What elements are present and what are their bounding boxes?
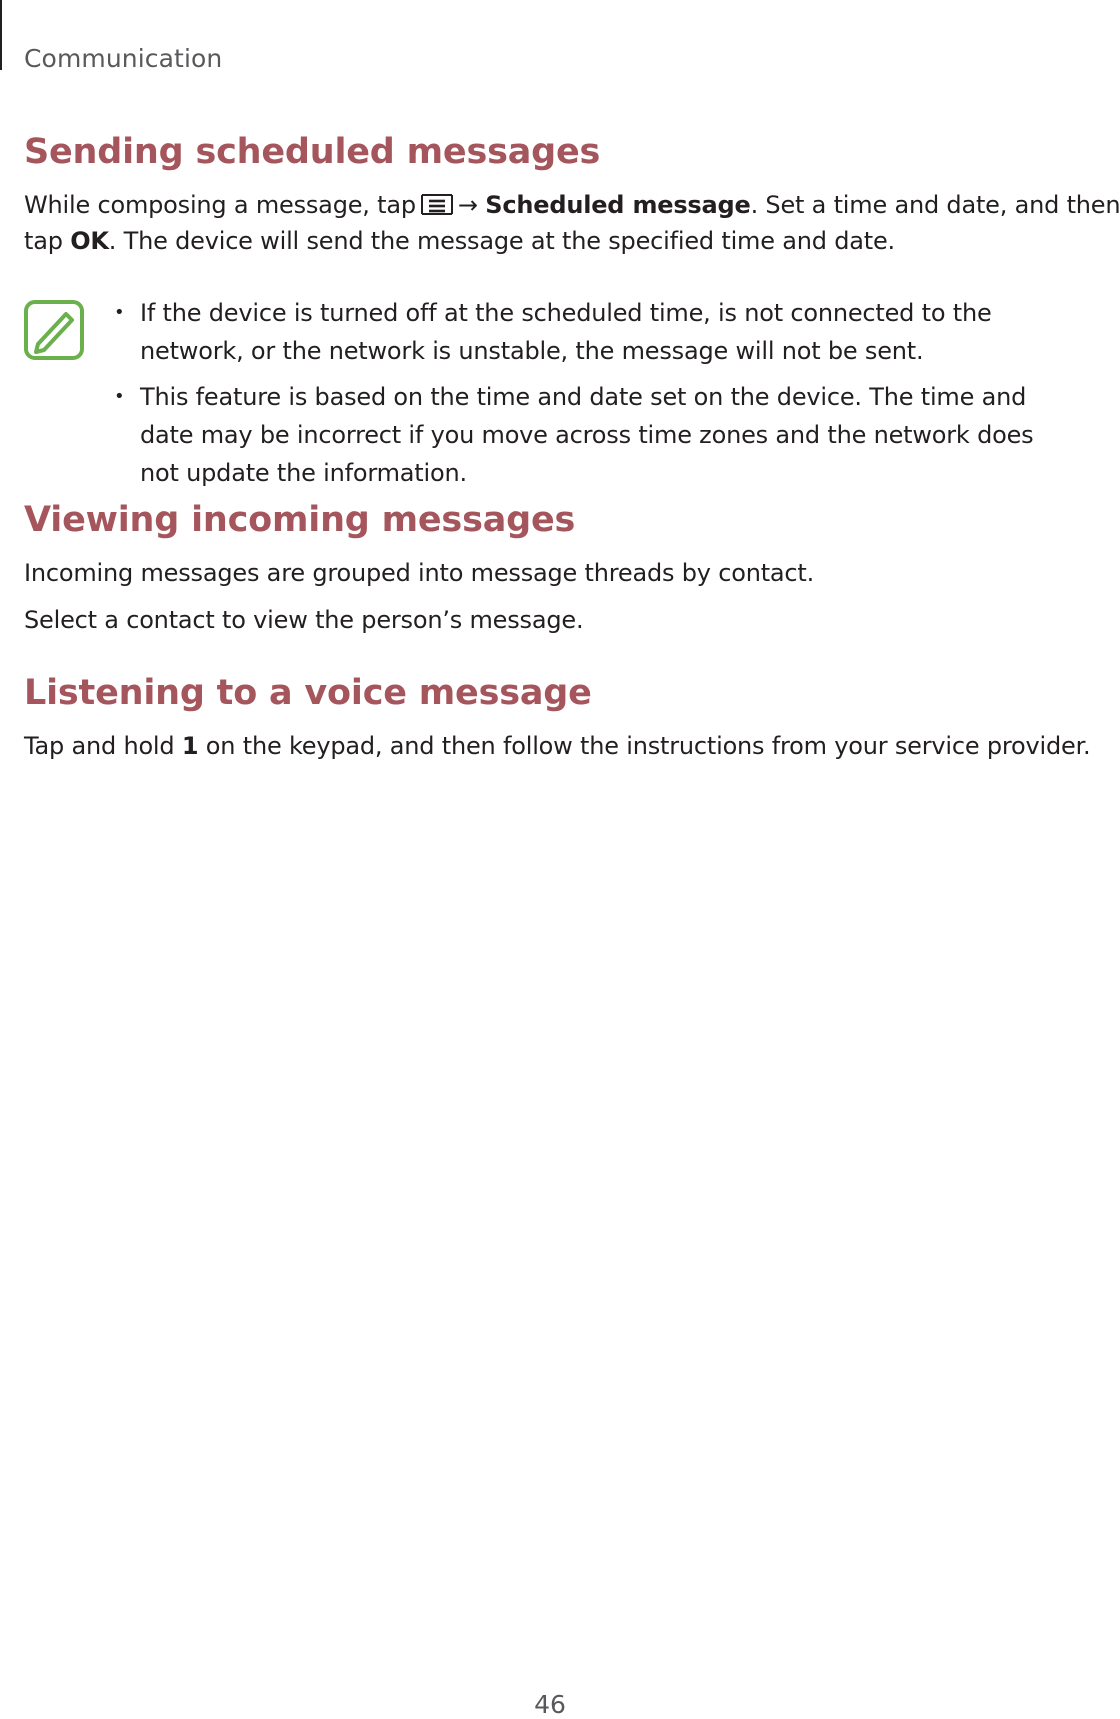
note-text: If the device is turned off at the scheduled time, is not connected to the network, or the network is unstable, the message will not be sent. (140, 299, 992, 365)
note-text: This feature is based on the time and date set on the device. The time and date may be incorrect if you move across time zones and the network does not update the information. (140, 383, 1034, 487)
page-edge-line (0, 0, 2, 70)
menu-icon (420, 193, 454, 215)
instruction-text: While composing a message, tap (24, 191, 416, 219)
page-number: 46 (534, 1690, 566, 1719)
instruction-text: on the keypad, and then follow the instructions from your service provider. (198, 732, 1091, 760)
voice-message-paragraph (24, 727, 1091, 765)
instruction-text: tap (24, 227, 71, 255)
incoming-paragraph-1: Incoming messages are grouped into message threads by contact. (24, 559, 815, 587)
scheduled-message-option: Scheduled message (485, 191, 751, 219)
notes-list (106, 294, 1051, 500)
running-header: Communication (24, 44, 223, 73)
bullet: • (114, 302, 125, 323)
note-item (106, 294, 1051, 370)
section-title-sending-scheduled: Sending scheduled messages (24, 132, 601, 172)
instruction-text: . The device will send the message at the specified time and date. (108, 227, 895, 255)
bullet: • (114, 386, 125, 407)
scheduled-instructions-line-2 (24, 222, 895, 260)
arrow-symbol: → (457, 191, 478, 219)
note-pencil-icon (24, 300, 84, 360)
instruction-text: Tap and hold (24, 732, 182, 760)
section-title-voice-message: Listening to a voice message (24, 673, 592, 713)
scheduled-instructions-line-1 (24, 186, 1120, 224)
keypad-key: 1 (181, 732, 199, 760)
section-title-viewing-incoming: Viewing incoming messages (24, 500, 576, 540)
ok-option: OK (70, 227, 109, 255)
note-item (106, 378, 1051, 492)
incoming-paragraph-2: Select a contact to view the person’s message. (24, 606, 584, 634)
instruction-text: . Set a time and date, and then (750, 191, 1120, 219)
